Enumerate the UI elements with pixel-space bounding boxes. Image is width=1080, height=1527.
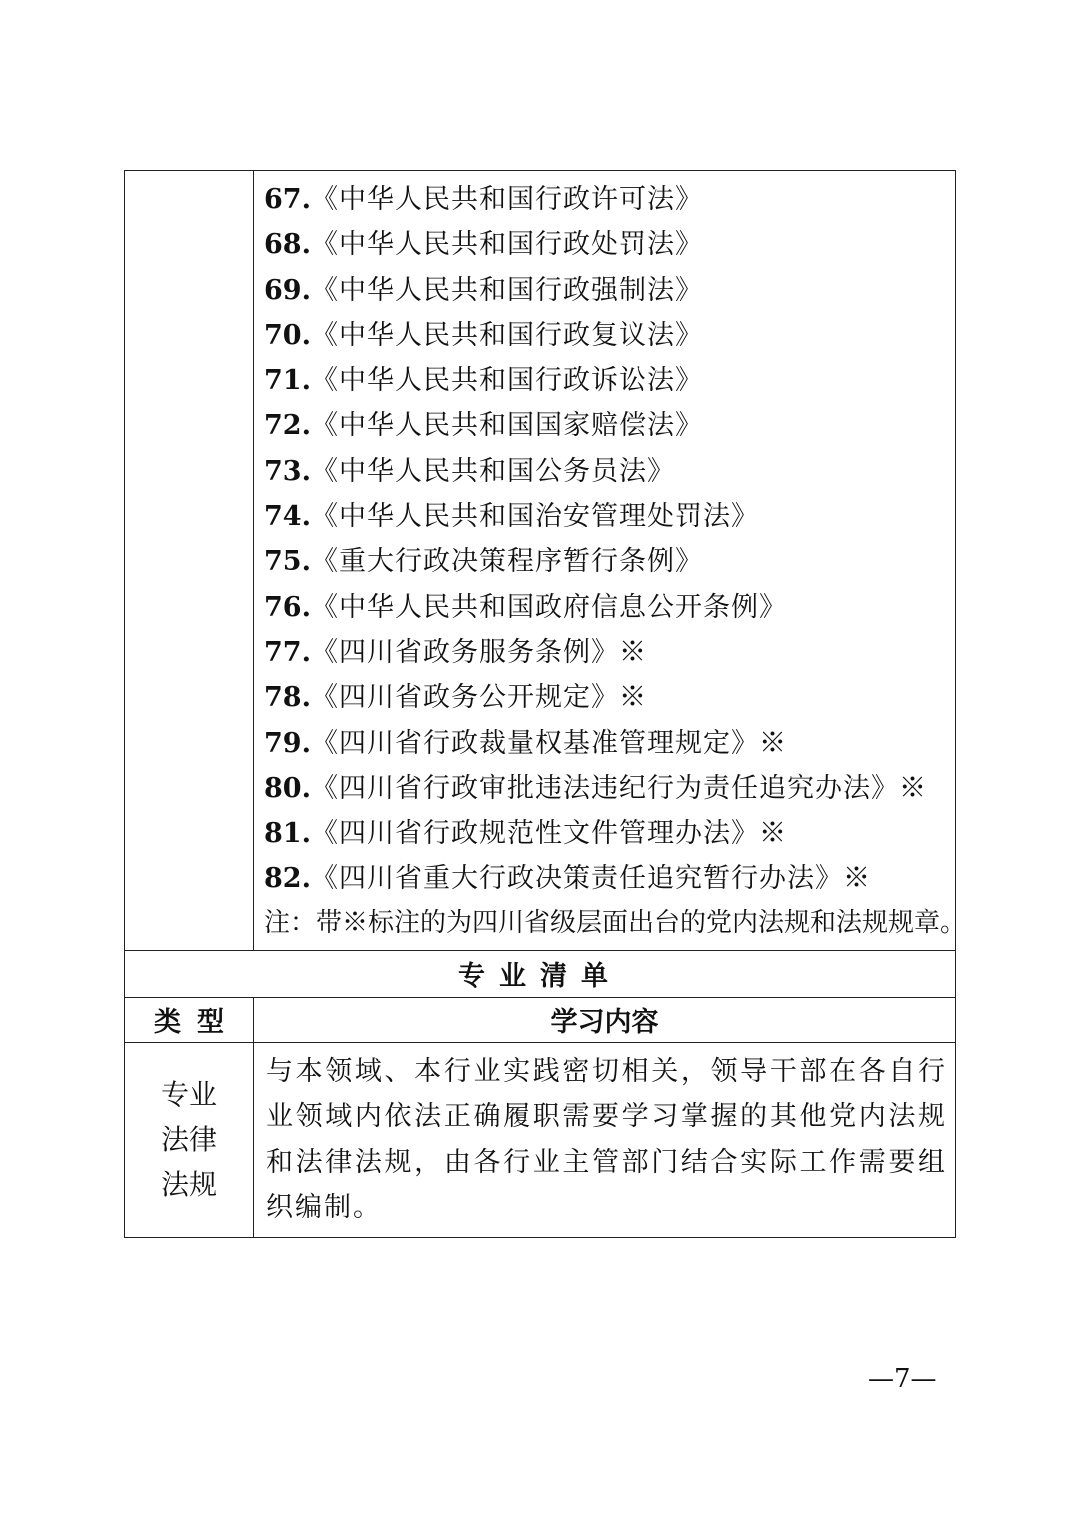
list-item: 74.《中华人民共和国治安管理处罚法》 xyxy=(264,501,759,533)
section-title: 专业清单 xyxy=(125,950,956,997)
list-item: 82.《四川省重大行政决策责任追究暂行办法》※ xyxy=(264,863,871,895)
type-line: 法律 xyxy=(160,1123,217,1157)
list-item: 71.《中华人民共和国行政诉讼法》 xyxy=(264,365,703,397)
header-row xyxy=(125,997,956,1042)
list-item: 77.《四川省政务服务条例》※ xyxy=(264,636,647,668)
list-item: 67.《中华人民共和国行政许可法》 xyxy=(264,184,703,215)
list-item: 81.《四川省行政规范性文件管理办法》※ xyxy=(264,818,787,850)
list-item: 73.《中华人民共和国公务员法》 xyxy=(264,455,675,487)
law-list-table xyxy=(124,170,967,1238)
header-content: 学习内容 xyxy=(254,997,956,1042)
list-item: 72.《中华人民共和国国家赔偿法》 xyxy=(264,410,703,442)
list-row xyxy=(125,171,956,951)
list-item: 76.《中华人民共和国政府信息公开条例》 xyxy=(264,591,787,623)
list-item: 69.《中华人民共和国行政强制法》 xyxy=(264,274,703,306)
content-cell: 与本领域、本行业实践密切相关，领导干部在各自行业领域内依法正确履职需要学习掌握的其他党内法规和法律法规，由各行业主管部门结合实际工作需要组织编制。 xyxy=(254,1042,956,1237)
footnote: 注：带※标注的为四川省级层面出台的党内法规和法规规章。 xyxy=(264,907,967,938)
empty-type-cell xyxy=(125,171,254,951)
list-item: 75.《重大行政决策程序暂行条例》 xyxy=(264,546,703,578)
content-row xyxy=(125,1042,956,1237)
list-item: 79.《四川省行政裁量权基准管理规定》※ xyxy=(264,727,787,759)
section-row xyxy=(125,950,956,997)
list-item: 70.《中华人民共和国行政复议法》 xyxy=(264,319,703,351)
header-type: 类型 xyxy=(125,997,254,1042)
list-item: 80.《四川省行政审批违法违纪行为责任追究办法》※ xyxy=(264,772,927,804)
type-cell xyxy=(125,1042,254,1237)
list-item: 78.《四川省政务公开规定》※ xyxy=(264,682,647,714)
type-line: 法规 xyxy=(160,1168,217,1202)
page-number: —7— xyxy=(868,1364,937,1394)
law-list-cell xyxy=(254,171,967,951)
list-item: 68.《中华人民共和国行政处罚法》 xyxy=(264,229,703,261)
type-line: 专业 xyxy=(160,1078,217,1112)
